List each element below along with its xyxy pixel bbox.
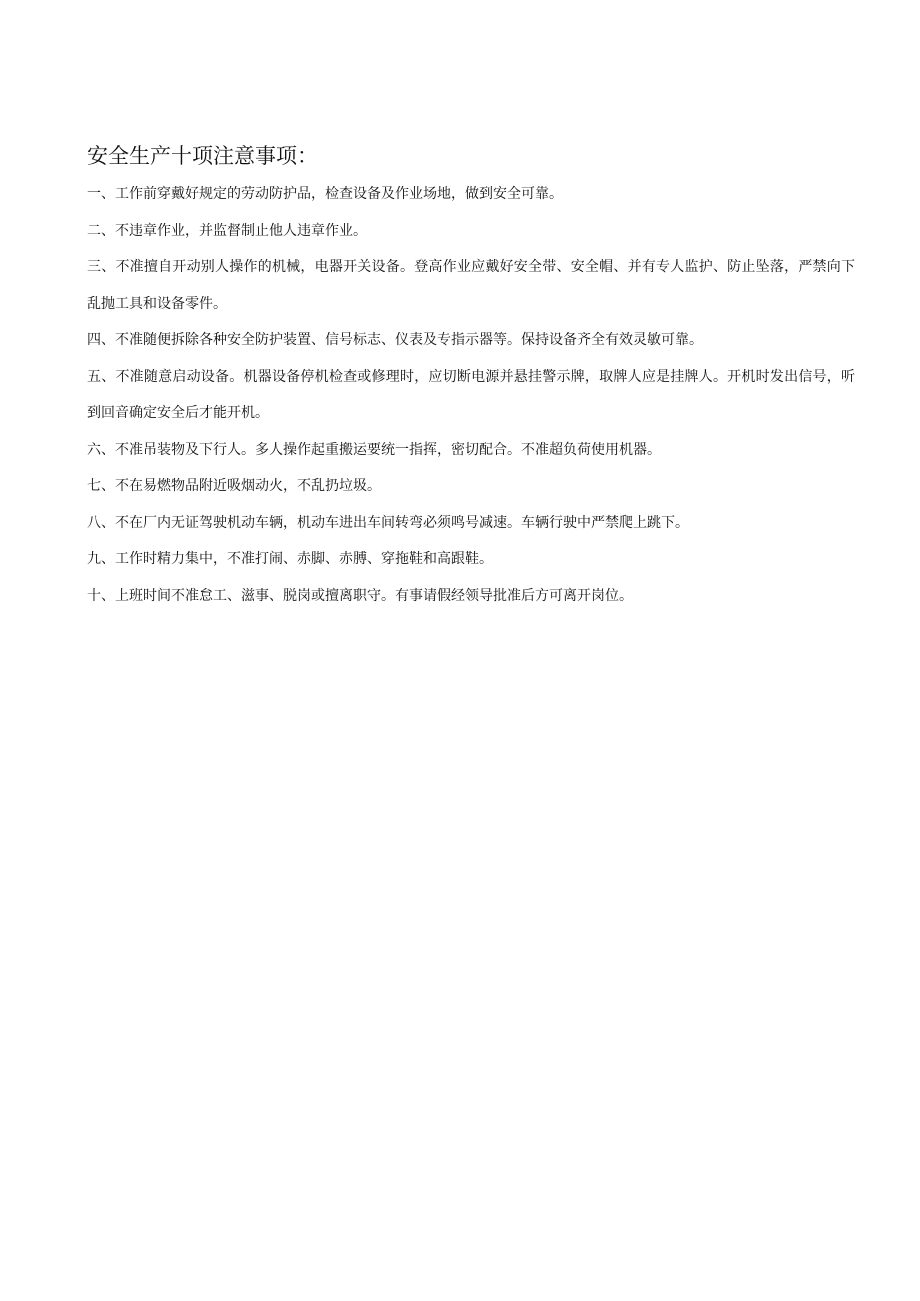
safety-rules-list bbox=[87, 176, 855, 614]
document-content bbox=[87, 140, 855, 614]
safety-rule-6: 六、不准吊装物及下行人。多人操作起重搬运要统一指挥，密切配合。不准超负荷使用机器。 bbox=[87, 441, 661, 458]
safety-rule-10: 十、上班时间不准怠工、滋事、脱岗或擅离职守。有事请假经领导批准后方可离开岗位。 bbox=[87, 587, 633, 604]
safety-rule-9: 九、工作时精力集中，不准打闹、赤脚、赤膊、穿拖鞋和高跟鞋。 bbox=[87, 551, 493, 567]
document-title: 安全生产十项注意事项： bbox=[87, 144, 318, 168]
safety-rule-1: 一、工作前穿戴好规定的劳动防护品，检查设备及作业场地，做到安全可靠。 bbox=[87, 186, 563, 202]
safety-rule-3: 三、不准擅自开动别人操作的机械，电器开关设备。登高作业应戴好安全带、安全帽、并有专人监护、防止坠落，严禁向下乱抛工具和设备零件。 bbox=[87, 259, 855, 312]
safety-rule-5: 五、不准随意启动设备。机器设备停机检查或修理时，应切断电源并悬挂警示牌，取牌人应是挂牌人。开机时发出信号，听到回音确定安全后才能开机。 bbox=[87, 368, 855, 421]
safety-rule-8: 八、不在厂内无证驾驶机动车辆，机动车进出车间转弯必须鸣号减速。车辆行驶中严禁爬上跳下。 bbox=[87, 514, 689, 531]
safety-rule-7: 七、不在易燃物品附近吸烟动火，不乱扔垃圾。 bbox=[87, 478, 381, 494]
safety-rule-2: 二、不违章作业，并监督制止他人违章作业。 bbox=[87, 222, 367, 239]
safety-rule-4: 四、不准随便拆除各种安全防护装置、信号标志、仪表及专指示器等。保持设备齐全有效灵敏可靠。 bbox=[87, 332, 703, 348]
